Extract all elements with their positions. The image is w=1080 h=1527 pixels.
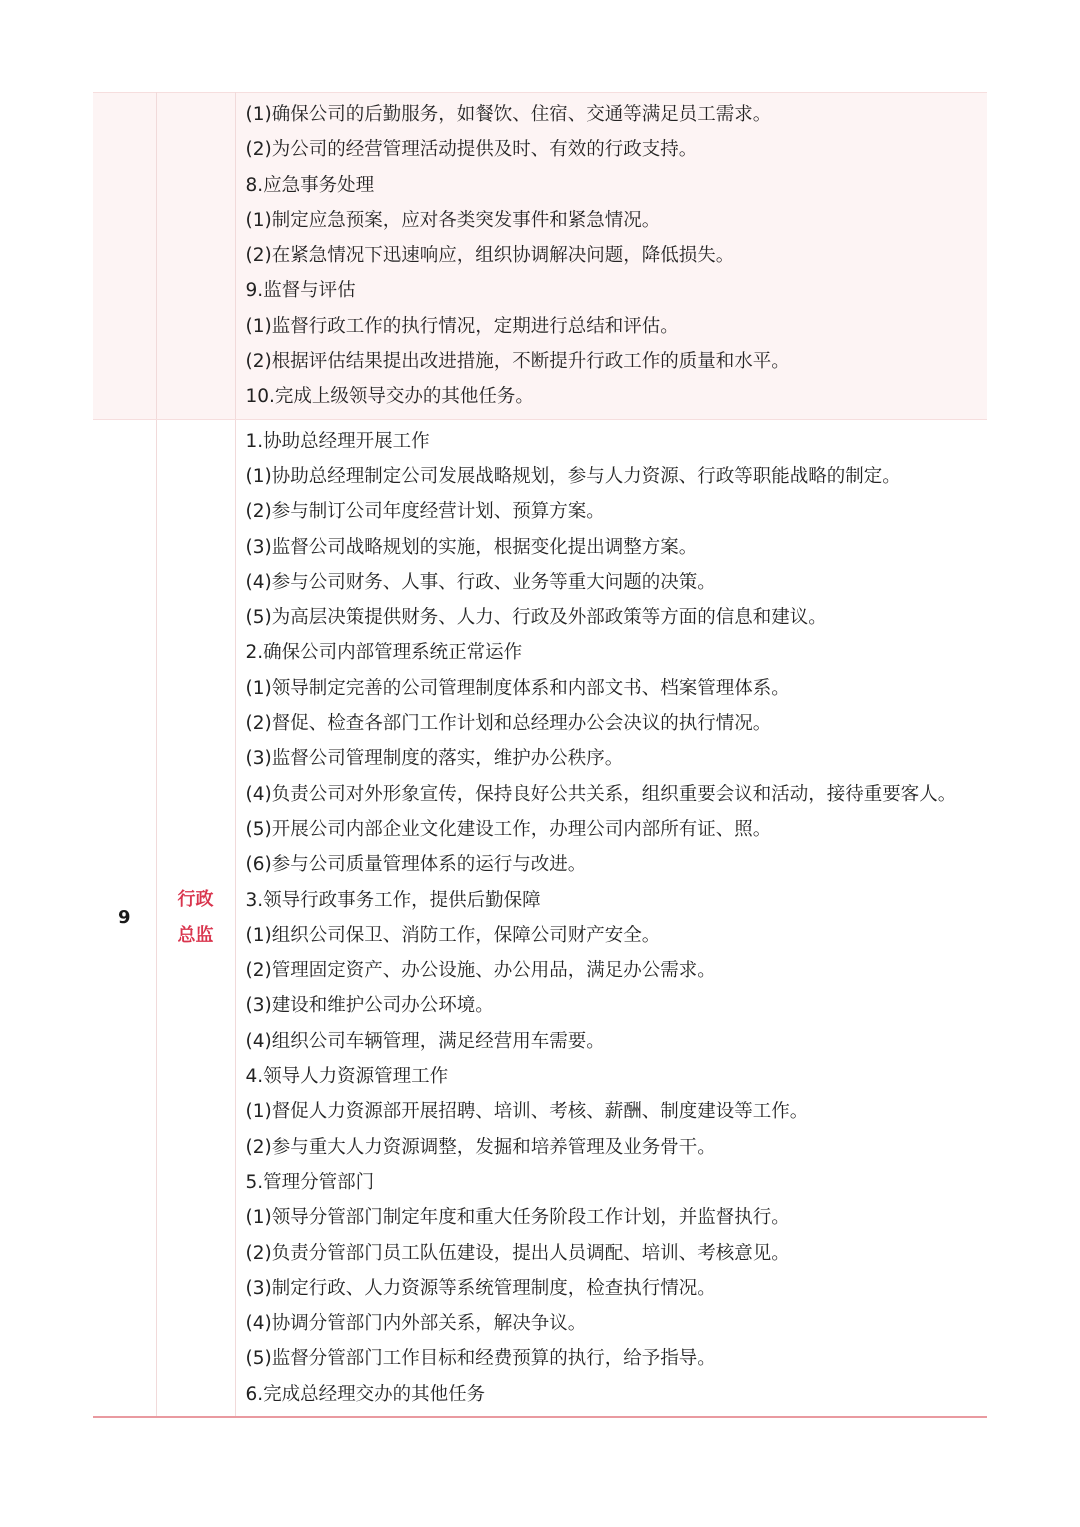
duty-line: (2)根据评估结果提出改进措施，不断提升行政工作的质量和水平。 (245, 351, 790, 373)
duty-line: (2)参与重大人力资源调整，发掘和培养管理及业务骨干。 (245, 1136, 716, 1158)
duty-line: (3)制定行政、人力资源等系统管理制度，检查执行情况。 (245, 1277, 716, 1299)
duty-line: 2.确保公司内部管理系统正常运作 (245, 642, 523, 664)
duty-line: 1.协助总经理开展工作 (245, 430, 430, 452)
duty-line: (2)督促、检查各部门工作计划和总经理办公会决议的执行情况。 (245, 713, 772, 735)
duty-line: 4.领导人力资源管理工作 (245, 1066, 449, 1088)
duty-line: (1)督促人力资源部开展招聘、培训、考核、薪酬、制度建设等工作。 (245, 1101, 809, 1123)
table-body (93, 93, 987, 1417)
duty-line: (1)监督行政工作的执行情况，定期进行总结和评估。 (245, 315, 679, 337)
duty-line: 3.领导行政事务工作，提供后勤保障 (245, 889, 541, 911)
duty-line: (2)管理固定资产、办公设施、办公用品，满足办公需求。 (245, 960, 716, 982)
duty-line: 8.应急事务处理 (245, 174, 375, 196)
duty-line: (3)监督公司战略规划的实施，根据变化提出调整方案。 (245, 536, 698, 558)
duty-line: (5)监督分管部门工作目标和经费预算的执行，给予指导。 (245, 1348, 716, 1370)
duty-line: (1)协助总经理制定公司发展战略规划，参与人力资源、行政等职能战略的制定。 (245, 465, 901, 487)
table-row (93, 93, 987, 420)
duty-line: (3)监督公司管理制度的落实，维护办公秩序。 (245, 748, 624, 770)
duty-line: 6.完成总经理交办的其他任务 (245, 1383, 486, 1405)
duty-line: (5)为高层决策提供财务、人力、行政及外部政策等方面的信息和建议。 (245, 607, 827, 629)
role-title-line: 行政 (177, 888, 214, 910)
duty-line: (2)为公司的经营管理活动提供及时、有效的行政支持。 (245, 139, 698, 161)
duties-content-cell (235, 93, 987, 420)
duty-line: 9.监督与评估 (245, 280, 356, 302)
duty-line: (1)领导分管部门制定年度和重大任务阶段工作计划，并监督执行。 (245, 1207, 790, 1229)
duty-line: (4)组织公司车辆管理，满足经营用车需要。 (245, 1030, 605, 1052)
duty-line: (1)确保公司的后勤服务，如餐饮、住宿、交通等满足员工需求。 (245, 104, 772, 125)
role-title-cell (156, 93, 235, 420)
role-title-line: 总监 (177, 924, 214, 946)
duties-content-cell (235, 419, 987, 1417)
duty-line: (4)参与公司财务、人事、行政、业务等重大问题的决策。 (245, 571, 716, 593)
duty-line: (2)负责分管部门员工队伍建设，提出人员调配、培训、考核意见。 (245, 1242, 790, 1264)
duty-line: (2)在紧急情况下迅速响应，组织协调解决问题，降低损失。 (245, 245, 735, 267)
duty-line: (2)参与制订公司年度经营计划、预算方案。 (245, 501, 605, 523)
duty-line: 5.管理分管部门 (245, 1171, 375, 1193)
duty-line: (1)制定应急预案，应对各类突发事件和紧急情况。 (245, 209, 661, 231)
duty-line: (1)组织公司保卫、消防工作，保障公司财产安全。 (245, 924, 661, 946)
row-number-cell (93, 93, 156, 420)
duty-line: (3)建设和维护公司办公环境。 (245, 995, 494, 1017)
duty-line: 10.完成上级领导交办的其他任务。 (245, 386, 534, 408)
row-number-cell: 9 (93, 419, 156, 1417)
duty-line: (4)负责公司对外形象宣传，保持良好公共关系，组织重要会议和活动，接待重要客人。 (245, 783, 957, 805)
duty-line: (5)开展公司内部企业文化建设工作，办理公司内部所有证、照。 (245, 818, 772, 840)
duty-line: (4)协调分管部门内外部关系，解决争议。 (245, 1313, 587, 1335)
role-title-cell (156, 419, 235, 1417)
duties-table (93, 92, 987, 1418)
table-row (93, 419, 987, 1417)
duty-line: (6)参与公司质量管理体系的运行与改进。 (245, 854, 587, 876)
duty-line: (1)领导制定完善的公司管理制度体系和内部文书、档案管理体系。 (245, 677, 790, 699)
